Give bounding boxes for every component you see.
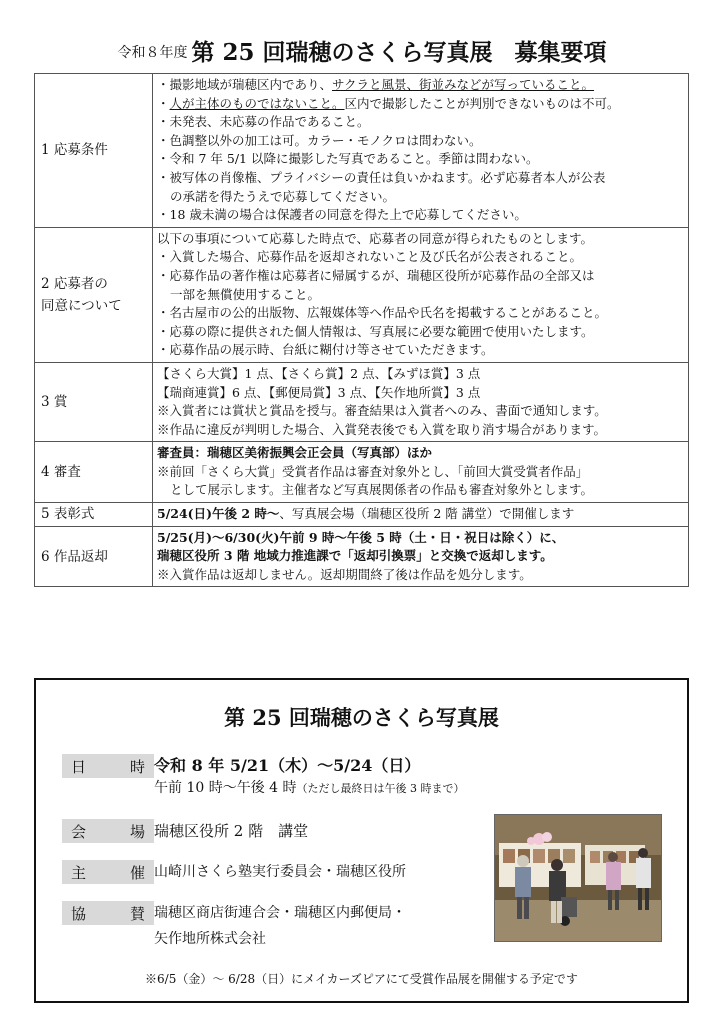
section-label-line: 2 応募者の [41,275,108,292]
line-text: ・撮影地域が瑞穂区内であり、 [157,77,333,92]
section-line [157,230,684,249]
line-text: ※作品に違反が判明した場合、入賞発表後でも入賞を取り消す場合があります。 [157,421,607,437]
section-line [157,286,684,305]
section-line [157,206,684,225]
line-text: ・名古屋市の公的出版物、広報媒体等へ作品や氏名を掲載することがあること。 [157,305,608,321]
section-label-line: 1 応募条件 [41,142,108,159]
section-label [35,227,153,362]
section-row [35,442,689,503]
line-text: ※前回「さくら大賞」受賞者作品は審査対象外とし、「前回大賞受賞者作品」 [157,463,589,479]
venue-label [62,819,154,843]
line-text: ※入賞作品は返却しません。返却期間終了後は作品を処分します。 [157,566,532,582]
section-line [157,384,684,403]
section-line [157,444,684,463]
line-text: ・未発表、未応募の作品であること。 [157,114,370,130]
label-char: 会 [71,822,87,841]
section-label-line: 4 審査 [41,464,81,481]
label-char: 協 [71,904,87,923]
section-label [35,526,153,587]
line-text: ・応募の際に提供された個人情報は、写真展に必要な範囲で使用いたします。 [157,323,594,339]
line-text: ※入賞者には賞状と賞品を授与。審査結果は入賞者へのみ、書面で通知します。 [157,403,607,419]
event-venue: 瑞穂区役所 2 階 講堂 [154,822,309,840]
section-line [157,132,684,151]
line-underlined-text: サクラと風景、街並みなどが写っていること。 [332,77,595,92]
section-line [157,76,684,95]
line-text: 【瑞商連賞】6 点、【郵便局賞】3 点、【矢作地所賞】3 点 [157,384,481,400]
section-label [35,362,153,441]
section-label-line: 6 作品返却 [41,548,108,565]
section-row [35,227,689,362]
section-row [35,526,689,587]
label-char: 場 [129,822,145,841]
requirements-table [34,73,689,587]
label-char: 時 [129,757,145,776]
line-text: 5/25(月)～6/30(火)午前 9 時～午後 5 時（土・日・祝日は除く）に、 [157,529,565,545]
section-line [157,169,684,188]
section-line [157,113,684,132]
line-text: 【さくら大賞】1 点、【さくら賞】2 点、【みずほ賞】3 点 [157,365,481,381]
page-header [0,34,724,67]
section-line [157,529,684,548]
line-text: 一部を無償使用すること。 [170,286,321,302]
label-char: 日 [71,757,87,776]
section-label-line: 同意について [41,297,122,314]
section-line [157,481,684,500]
event-support-2: 矢作地所株式会社 [154,931,266,947]
line-text: 、写真展会場（瑞穂区役所 2 階 講堂）で開催します [279,506,575,522]
exhibition-photo [494,814,662,942]
section-line [157,505,684,524]
label-char: 催 [129,863,145,882]
line-text: 以下の事項について応募した時点で、応募者の同意が得られたものとします。 [157,230,594,246]
line-text: ・ [157,95,170,111]
fiscal-year: 令和８年度 [117,45,188,61]
event-host: 山崎川さくら塾実行委員会・瑞穂区役所 [154,864,406,880]
line-text: ・応募作品の著作権は応募者に帰属するが、瑞穂区役所が応募作品の全部又は [157,267,595,283]
section-label [35,442,153,503]
event-hours-note: （ただし最終日は午後 3 時まで） [296,782,465,795]
section-content [153,442,689,503]
section-row [35,362,689,441]
date-label [62,754,154,778]
section-line [157,547,684,566]
award-exhibition-note: ※6/5（金）～ 6/28（日）にメイカーズピアにて受賞作品展を開催する予定です [145,972,578,986]
section-content [153,227,689,362]
line-text: として展示します。主催者など写真展関係者の作品も審査対象外とします。 [170,482,594,498]
section-label-line: 3 賞 [41,394,68,411]
label-char: 賛 [129,904,145,923]
line-text: ・被写体の肖像権、プライバシーの責任は負いかねます。必ず応募者本人が公表 [157,169,606,185]
section-line [157,341,684,360]
section-row [35,74,689,228]
line-underlined-text: 人が主体のものではないこと。 [169,95,345,111]
support-label [62,901,154,925]
line-text: ・入賞した場合、応募作品を返却されないこと及び氏名が公表されること。 [157,249,583,265]
section-line [157,150,684,169]
line-text: 瑞穂区役所 3 階 地域力推進課で「返却引換票」と交換で返却します。 [157,548,553,564]
line-text: 審査員：瑞穂区美術振興会正会員（写真部）ほか [157,445,433,461]
section-label [35,503,153,527]
section-label-line: 5 表彰式 [41,506,95,523]
line-text: ・18 歳未満の場合は保護者の同意を得た上で応募してください。 [157,207,527,223]
section-line [157,463,684,482]
section-row [35,503,689,527]
page-subtitle: 募集要項 [514,39,607,66]
page-title: 第 25 回瑞穂のさくら写真展 [191,39,493,66]
event-date: 令和 8 年 5/21（木）～5/24（日） [154,756,421,775]
line-bold-text: 5/24(日)午後 2 時～ [157,506,280,522]
section-line [157,304,684,323]
host-label [62,860,154,884]
line-text: の承諾を得たうえで応募してください。 [170,188,396,204]
section-content [153,74,689,228]
section-line [157,402,684,421]
section-content [153,362,689,441]
section-content [153,526,689,587]
event-hours-main: 午前 10 時～午後 4 時 [154,780,297,796]
section-line [157,188,684,207]
line-text: 区内で撮影したことが判別できないものは不可。 [344,95,620,111]
section-content [153,503,689,527]
section-line [157,248,684,267]
section-line [157,267,684,286]
section-line [157,365,684,384]
section-line [157,566,684,585]
section-label [35,74,153,228]
label-char: 主 [71,863,87,882]
event-hours [154,776,465,801]
line-text: ・色調整以外の加工は可。カラー・モノクロは問わない。 [157,132,482,148]
section-line [157,421,684,440]
event-info-box [34,678,689,1003]
section-line [157,95,684,114]
event-title: 第 25 回瑞穂のさくら写真展 [224,705,499,730]
line-text: ・応募作品の展示時、台紙に糊付け等させていただきます。 [157,342,494,358]
event-support-1: 瑞穂区商店街連合会・瑞穂区内郵便局・ [154,905,406,921]
line-text: ・令和 7 年 5/1 以降に撮影した写真であること。季節は問わない。 [157,151,539,167]
section-line [157,323,684,342]
